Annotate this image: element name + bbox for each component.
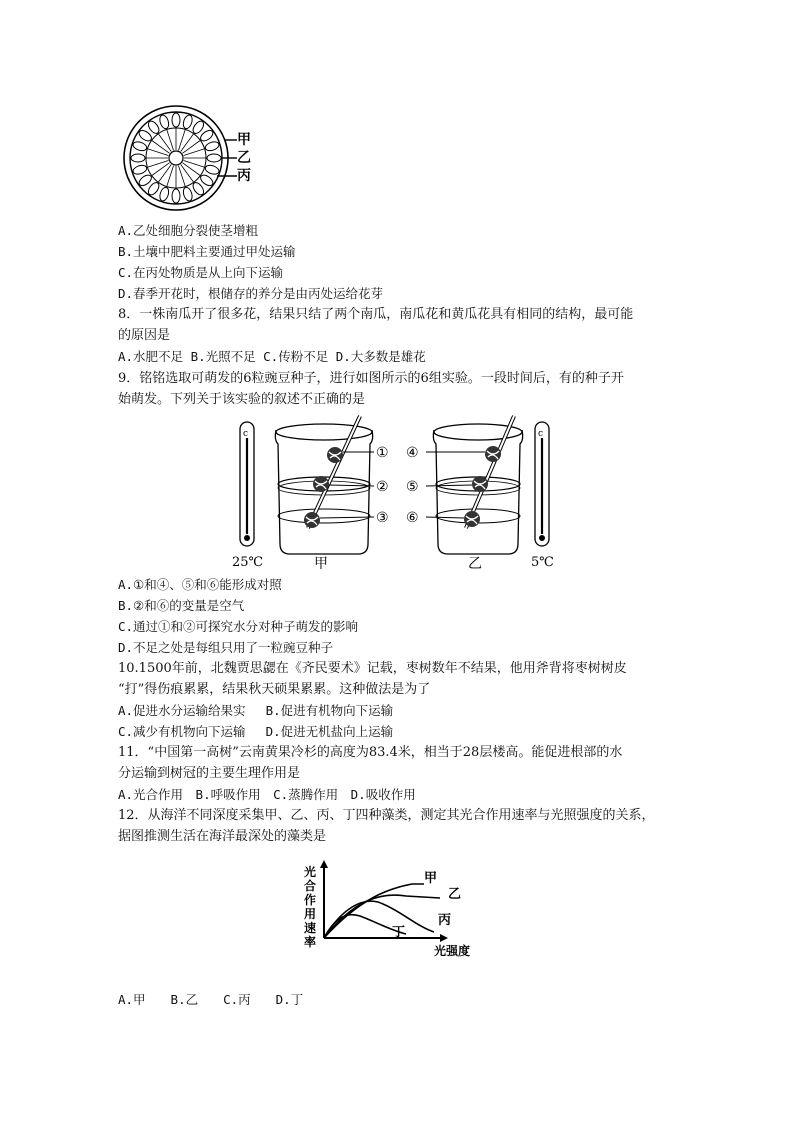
vascular-bundle (207, 154, 221, 162)
thermometer-left-unit: c (243, 429, 249, 439)
stem-cross-section-figure (118, 98, 278, 208)
stem-label-bing: 丙 (237, 168, 251, 184)
marker-4: ④ (406, 445, 419, 461)
q8-stem-line2: 的原因是 (118, 328, 171, 343)
q10-options-line2: C.减少有机物向下运输 D.促进无机盐向上运输 (118, 724, 394, 739)
temp-left-label: 25℃ (232, 555, 264, 570)
photosynthesis-chart (300, 858, 500, 964)
thermometer-left (240, 422, 254, 546)
x-axis-label: 光强度 (434, 944, 471, 958)
series-label-ding: 丁 (392, 925, 406, 940)
q9-stem-line2: 始萌发。下列关于该实验的叙述不正确的是 (118, 392, 366, 407)
q7-option-b: B.土壤中肥料主要通过甲处运输 (118, 244, 296, 259)
marker-3: ③ (376, 510, 389, 526)
q7-option-c: C.在丙处物质是从上向下运输 (118, 265, 284, 280)
curve-yi (324, 895, 440, 938)
seed-2-icon (313, 476, 329, 492)
seed-1-icon (327, 447, 343, 463)
q7-option-d: D.春季开花时，根储存的养分是由丙处运给花芽 (118, 286, 384, 301)
seed-experiment-figure (228, 416, 568, 574)
vascular-bundle (172, 113, 180, 127)
marker-5: ⑤ (406, 479, 419, 495)
q8-options: A.水肥不足 B.光照不足 C.传粉不足 D.大多数是雄花 (118, 349, 426, 364)
marker-6: ⑥ (406, 510, 419, 526)
q9-option-a: A.①和④、⑤和⑥能形成对照 (118, 577, 282, 592)
stem-diagram (124, 106, 228, 210)
svg-text:光: 光 (304, 865, 317, 879)
temp-right-label: 5℃ (531, 555, 554, 570)
q11-stem-line2: 分运输到树冠的主要生理作用是 (118, 766, 301, 781)
curve-jia (324, 884, 424, 938)
svg-text:率: 率 (304, 935, 317, 949)
thermometer-right-unit: c (538, 429, 544, 439)
q8-stem-line1: 8．一株南瓜开了很多花，结果只结了两个南瓜，南瓜花和黄瓜花具有相同的结构，最可能 (118, 307, 634, 322)
q12-stem-line1: 12．从海洋不同深度采集甲、乙、丙、丁四种藻类，测定其光合作用速率与光照强度的关系， (118, 808, 655, 823)
stem-label-jia: 甲 (237, 132, 251, 148)
q9-stem-line1: 9．铭铭选取可萌发的6粒豌豆种子，进行如图所示的6组实验。一段时间后，有的种子开 (118, 371, 624, 386)
beaker-label-jia: 甲 (314, 556, 328, 572)
q12-stem-line2: 据图推测生活在海洋最深处的藻类是 (118, 829, 327, 844)
q10-stem-line2: “打”得伤痕累累，结果秋天硕果累累。这种做法是为了 (118, 682, 431, 697)
q10-stem-line1: 10.1500年前，北魏贾思勰在《齐民要术》记载，枣树数年不结果，他用斧背将枣树树皮 (118, 661, 627, 676)
seed-3-icon (304, 512, 320, 528)
seed-6-icon (464, 511, 480, 527)
stem-label-yi: 乙 (237, 150, 251, 166)
svg-text:速: 速 (304, 921, 317, 935)
q7-option-a: A.乙处细胞分裂使茎增粗 (118, 223, 259, 238)
vascular-bundle (172, 189, 180, 203)
q9-option-c: C.通过①和②可探究水分对种子萌发的影响 (118, 619, 359, 634)
y-axis-label (304, 864, 316, 949)
series-label-jia: 甲 (424, 871, 438, 886)
q9-option-d: D.不足之处是每组只用了一粒豌豆种子 (118, 640, 334, 655)
seed-5-icon (472, 476, 488, 492)
svg-text:用: 用 (304, 907, 317, 921)
beaker-label-yi: 乙 (468, 556, 482, 572)
thermometer-right (535, 422, 549, 546)
q9-option-b: B.②和⑥的变量是空气 (118, 598, 245, 613)
q11-options: A.光合作用 B.呼吸作用 C.蒸腾作用 D.吸收作用 (118, 787, 416, 802)
y-axis-arrow (320, 860, 328, 868)
vascular-bundle (131, 154, 145, 162)
marker-2: ② (376, 479, 389, 495)
q10-options-line1: A.促进水分运输给果实 B.促进有机物向下运输 (118, 703, 394, 718)
x-axis-arrow (440, 934, 448, 942)
svg-text:作: 作 (304, 893, 317, 907)
series-label-yi: 乙 (448, 887, 462, 902)
q11-stem-line1: 11．“中国第一高树”云南黄果冷杉的高度为83.4米，相当于28层楼高。能促进根部的水 (118, 745, 623, 760)
svg-text:合: 合 (304, 879, 317, 893)
q12-options: A.甲 B.乙 C.丙 D.丁 (118, 992, 304, 1007)
seed-4-icon (485, 446, 501, 462)
series-label-bing: 丙 (438, 913, 452, 928)
marker-1: ① (376, 445, 389, 461)
